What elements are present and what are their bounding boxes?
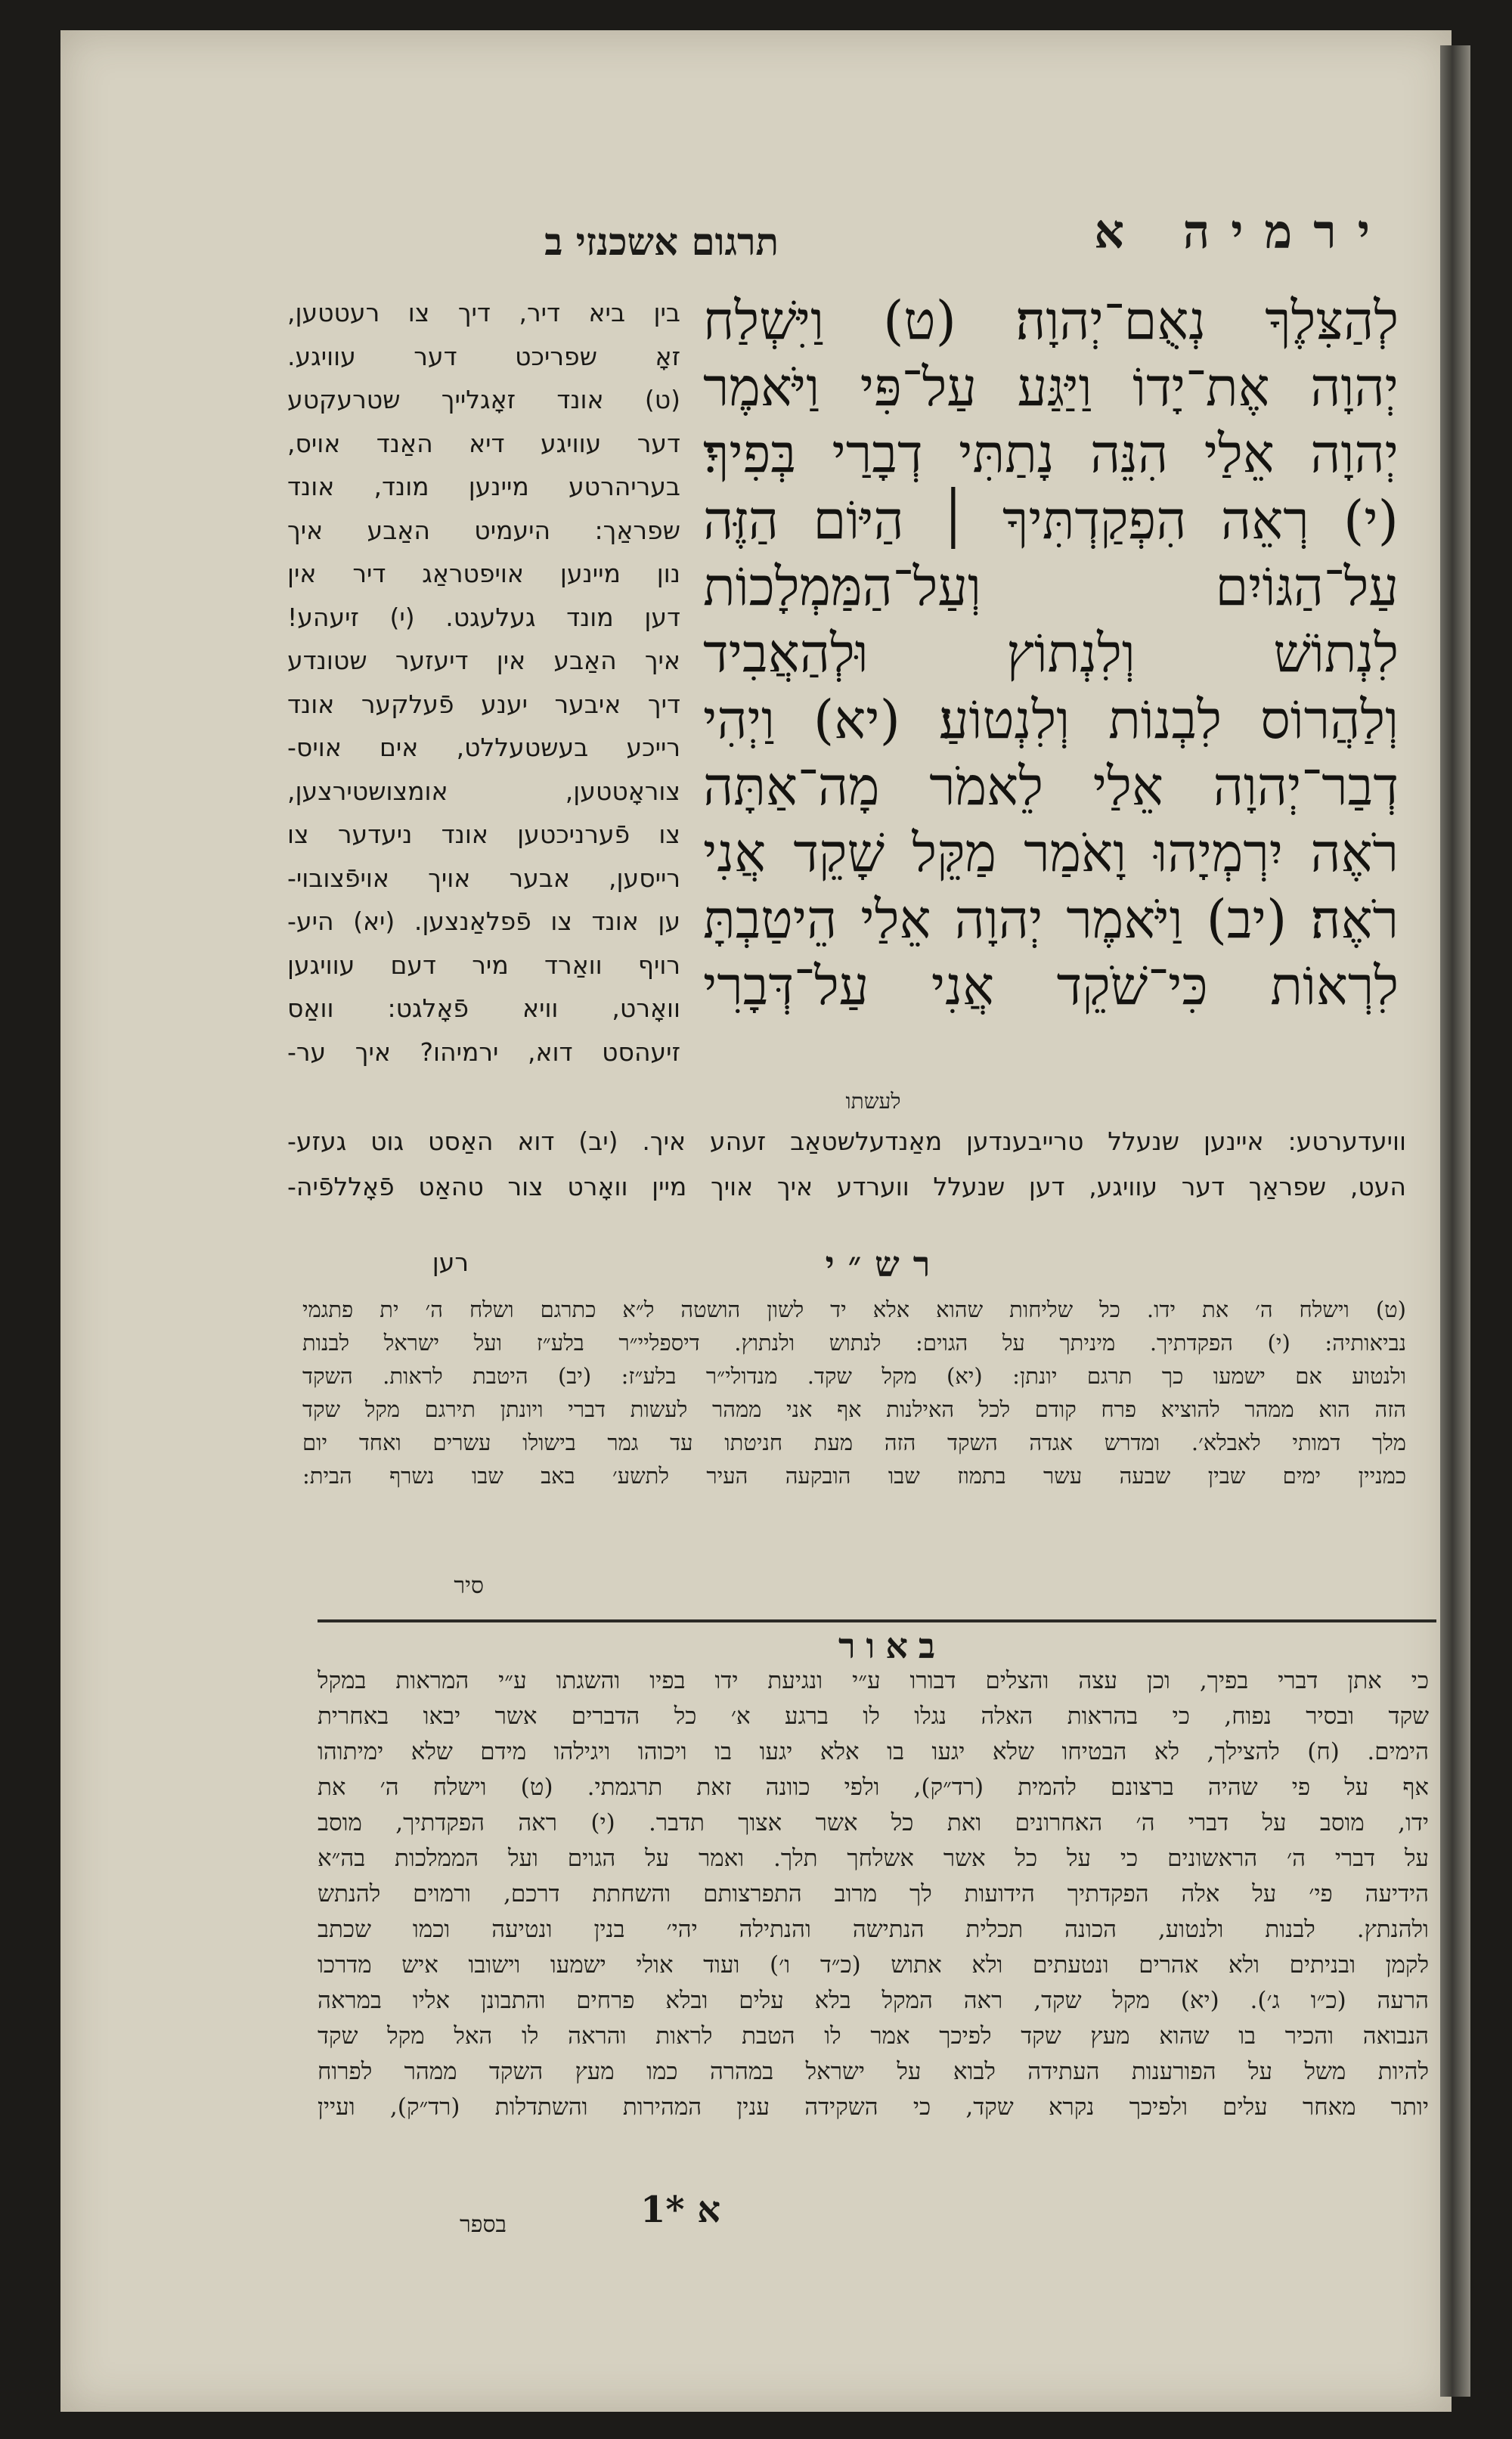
- biur-line: הנבואה והכיר בו שהוא מעץ שקד לפיכך אמר לו הטבת לראות והראה לו האל מקל שקד: [318, 2022, 1429, 2050]
- rashi-line: ולנטוע אם ישמעו כך תרגם יונתן: (יא) מקל שקד. מנדולי״ר בלע״ז: (יב) היטבת לראות. השקד: [302, 1363, 1406, 1389]
- yiddish-translation-column: [287, 291, 680, 1074]
- rashi-line: (ט) וישלח ה׳ את ידו. כל שליחות שהוא אלא יד לשון הושטה ל״א כתרגם ושלח ה׳ ית פתגמי: [302, 1297, 1406, 1322]
- catchword: בספר: [460, 2211, 507, 2238]
- hebrew-line: רֹאֶה יִרְמְיָהוּ וָאֹמַר מַקֵּל שָׁקֵד אֲנִי: [703, 822, 1399, 884]
- hebrew-line: לִנְתוֹשׁ וְלִנְתוֹץ וּלְהַאֲבִיד: [703, 622, 1399, 684]
- yiddish-line: וואָרט, וויא פֿאָלגט: וואַס: [287, 993, 680, 1023]
- yiddish-line: שפראַך: היעמיט האַבע איך: [287, 515, 680, 545]
- yiddish-line: צו פֿערניכטען אונד ניעדער צו: [287, 820, 680, 849]
- yiddish-line: זאָ שפריכט דער עוויגע.: [287, 341, 680, 371]
- hebrew-line: יְהוָה אֵלַי הִנֵּה נָתַתִּי דְבָרַי בְּפִיךָ׃: [703, 423, 1399, 485]
- translation-title: תרגום אשכנזי ב: [544, 219, 779, 264]
- yiddish-line: צוראָטטען, אומצושטירצען,: [287, 776, 680, 806]
- biur-line: על דברי ה׳ הראשונים כי על כל אשר אשלחך תלך. ואמר על הגוים ועל הממלכות בה״א: [318, 1845, 1429, 1872]
- biur-line: יותר מאחר עלים ולפיכך נקרא שקד, כי השקידה ענין המהירות והשתדלות (רד״ק), ועיין: [318, 2093, 1429, 2121]
- continuation-last-word: רען: [432, 1247, 469, 1277]
- hebrew-line: יְהוָה אֶת־יָדוֹ וַיַּגַּע עַל־פִּי וַיֹּאמֶר: [703, 356, 1399, 418]
- hebrew-line: וְלַהֲרוֹס לִבְנוֹת וְלִנְטוֹעַ׃ (יא) וַיְהִי: [703, 689, 1399, 751]
- biur-line: ולהנתץ. לבנות ולנטוע, הכונה תכלית הנתישה והנתילה יהי׳ בנין ונטיעה וכמו שכתב: [318, 1916, 1429, 1943]
- section-divider: [318, 1619, 1436, 1622]
- biur-line: כי אתן דברי בפיך, וכן עצה והצלים דבורו ע״י ונגיעת ידו בפיו והשגתו ע״י המראות במקל: [318, 1667, 1429, 1694]
- biur-heading: באור: [838, 1625, 947, 1666]
- hebrew-text-column: [703, 287, 1399, 1089]
- footnote-small: לעשתו: [845, 1089, 901, 1114]
- yiddish-line: בין ביא דיר, דיך צו רעטטען,: [287, 298, 680, 327]
- yiddish-line: רויף וואַרד מיר דעם עוויגען: [287, 950, 680, 980]
- rashi-line: נביאותיה: (י) הפקדתיך. מיניתך על הגוים: לנתוש ולנתוץ. דיספליי״ר בלע״ז ועל ישראל לבנות: [302, 1330, 1406, 1356]
- biur-line: שקד ובסיר נפוח, כי בהראות האלה נגלו לו ברגע א׳ כל הדברים אשר יבאו באחרית: [318, 1703, 1429, 1730]
- rashi-line: מלך דמותי לאבלא׳. ומדרש אגדה השקד הזה מעת חניטתו עד גמר בישולו עשרים ואחד יום: [302, 1430, 1406, 1455]
- page-edge: [1440, 45, 1470, 2397]
- printer-signature: א *1: [640, 2189, 721, 2231]
- rashi-signature: סיר: [454, 1573, 484, 1599]
- biur-line: הרעה (כ״ו ג׳). (יא) מקל שקד, ראה המקל בלא עלים ובלא פרחים והתבונן אליו במראה: [318, 1987, 1429, 2014]
- hebrew-line: עַל־הַגּוֹיִם וְעַל־הַמַּמְלָכוֹת: [703, 556, 1399, 618]
- biur-line: לקמן ובניתים ולא אהרים ונטעתים ולא אתוש (כ״ד ו׳) ועוד אולי ישמעו וישובו איש מדרכו: [318, 1951, 1429, 1979]
- hebrew-line: לִרְאוֹת כִּי־שֹׁקֵד אֲנִי עַל־דְּבָרִי: [703, 955, 1399, 1017]
- hebrew-line: לְהַצִּלֶךָ נְאֻם־יְהוָה׃ (ט) וַיִּשְׁלַח: [703, 290, 1399, 352]
- rashi-commentary: [302, 1293, 1406, 1492]
- yiddish-line: ען אונד צו פֿפלאַנצען. (יא) היע-: [287, 906, 680, 936]
- hebrew-line: (י) רְאֵה הִפְקַדְתִּיךָ ׀ הַיּוֹם הַזֶּה: [703, 489, 1399, 551]
- yiddish-line: איך האַבע אין דיעזער שטונדע: [287, 646, 680, 675]
- yiddish-line: נון מיינען אויפטראַג דיר אין: [287, 559, 680, 588]
- biur-commentary: [318, 1663, 1429, 2125]
- yiddish-continuation: [287, 1119, 1406, 1210]
- continuation-line: העט, שפראַך דער עוויגע, דען שנעלל ווערדע איך אויך מיין וואָרט צור טהאַט פֿאָללפֿיה-: [287, 1172, 1406, 1201]
- rashi-heading: רש״י: [825, 1244, 944, 1285]
- yiddish-line: דען מונד געלעגט. (י) זיעהע!: [287, 602, 680, 632]
- biur-line: להיות משל על הפורענות העתידה לבוא על ישראל במהרה כמו מעץ השקד ממהר לפרוח: [318, 2058, 1429, 2085]
- yiddish-line: דער עוויגע דיא האַנד אויס,: [287, 428, 680, 458]
- biur-line: אף על פי שהיה ברצונם להמית (רד״ק), ולפי כוונה זאת תרגמתי. (ט) וישלח ה׳ את: [318, 1774, 1429, 1801]
- rashi-line: כמניין ימים שבין שבעה עשר בתמוז שבו הובקעה העיר לתשע׳ באב שבו נשרף הבית:: [302, 1463, 1406, 1489]
- yiddish-line: בעריהרטע מיינען מונד, אונד: [287, 472, 680, 501]
- yiddish-line: (ט) אונד זאָגלייך שטרעקטע: [287, 385, 680, 414]
- continuation-line: וויעדערטע: איינען שנעלל טרייבענדען מאַנדעלשטאַב זעהע איך. (יב) דוא האַסט גוט געזע-: [287, 1127, 1406, 1156]
- book-title: ירמיה א: [1094, 204, 1391, 259]
- hebrew-line: רֹאֶה׃ (יב) וַיֹּאמֶר יְהוָה אֵלַי הֵיטַבְתָּ: [703, 888, 1399, 950]
- hebrew-line: דְבַר־יְהוָה אֵלַי לֵאמֹר מָה־אַתָּה: [703, 755, 1399, 817]
- yiddish-line: רייסען, אבער אויך אויפֿצובוי-: [287, 863, 680, 893]
- biur-line: הימים. (ח) להצילך, לא הבטיחו שלא יגעו בו אלא יגעו בו ויכוהו ויגילהו מידם שלא ימיתוהו: [318, 1738, 1429, 1765]
- yiddish-line: זיעהסט דוא, ירמיהו? איך ער-: [287, 1037, 680, 1067]
- biur-line: ידו, מוסב על דברי ה׳ האחרונים ואת כל אשר אצוך תדבר. (י) ראה הפקדתיך, מוסב: [318, 1809, 1429, 1836]
- yiddish-line: דיך איבער יענע פֿעלקער אונד: [287, 689, 680, 719]
- yiddish-line: רייכע בעשטעללט, אים אויס-: [287, 733, 680, 762]
- biur-line: הידיעה פי׳ על אלה הפקדתיך הידועות לך מרוב התפרצותם והשחתת דרכם, ורמוים להנתש: [318, 1880, 1429, 1908]
- rashi-line: הזה הוא ממהר להוציא פרח קודם לכל האילנות אף אני ממהר לעשות דברי ויונתן תירגם מקל שקד: [302, 1396, 1406, 1422]
